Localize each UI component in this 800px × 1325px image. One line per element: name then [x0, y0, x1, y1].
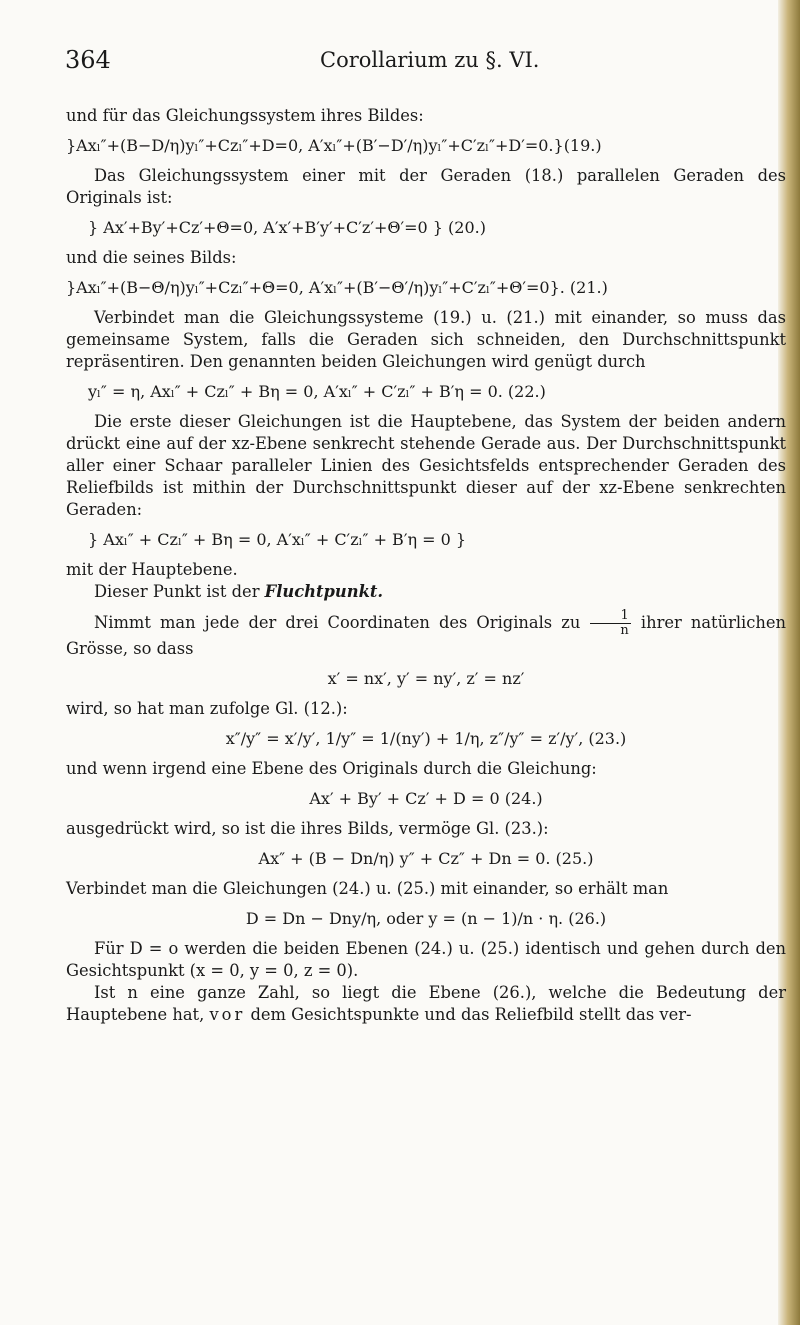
paragraph-14-text-a: Ist n eine ganze Zahl, so liegt die Ebene (26.), welche die Bedeutung der Hauptebene hat,: [66, 983, 786, 1024]
equation-vanishing-lines: } Axₗ″ + Czₗ″ + Bη = 0, A′xₗ″ + C′zₗ″ + B′η = 0 }: [88, 530, 467, 549]
fraction-numerator: 1: [590, 609, 630, 624]
spaced-word-vor: vor: [209, 1005, 246, 1024]
running-title: Corollarium zu §. VI.: [320, 48, 540, 72]
page-body: [66, 105, 786, 1026]
fraction-denominator: n: [620, 623, 629, 638]
paragraph-13: Für D = o werden die beiden Ebenen (24.) u. (25.) identisch und gehen durch den Gesichtspunkt (x = 0, y = 0, z = 0).: [66, 939, 786, 980]
term-fluchtpunkt: Fluchtpunkt.: [264, 582, 384, 601]
paragraph-14: [66, 982, 786, 1026]
paragraph-7: [66, 581, 786, 603]
paragraph-8: [66, 609, 786, 660]
paragraph-8-text-b: ihrer natürlichen Grösse, so dass: [66, 613, 786, 658]
equation-22: yₗ″ = η, Axₗ″ + Czₗ″ + Bη = 0, A′xₗ″ + C′zₗ″ + B′η = 0. (22.): [88, 382, 546, 401]
page-header: [65, 46, 785, 76]
paragraph-4: Verbindet man die Gleichungssysteme (19.) u. (21.) mit einander, so muss das gemeinsame System, falls die Geraden sich schneiden, den Durchschnittspunkt repräsentiren. Den genannten beiden Gleichungen wird genügt durch: [66, 308, 786, 371]
paragraph-8-text-a: Nimmt man jede der drei Coordinaten des Originals zu: [94, 613, 581, 632]
paragraph-5: Die erste dieser Gleichungen ist die Hauptebene, das System der beiden andern drückt eine auf der xz-Ebene senkrecht stehende Gerade aus. Der Durchschnittspunkt aller einer Schaar paralleler Linien des Gesichtsfelds entsprechender Geraden des Reliefbilds ist mithin der Durchschnittspunkt dieser auf der xz-Ebene senkrechten Geraden:: [66, 412, 786, 519]
paragraph-6: mit der Hauptebene.: [66, 560, 238, 579]
paragraph-3: und die seines Bilds:: [66, 248, 237, 267]
paragraph-7-text: Dieser Punkt ist der: [94, 582, 260, 601]
paragraph-1: und für das Gleichungssystem ihres Bildes:: [66, 106, 424, 125]
paragraph-11: ausgedrückt wird, so ist die ihres Bilds, vermöge Gl. (23.):: [66, 819, 549, 838]
paragraph-10: und wenn irgend eine Ebene des Originals durch die Gleichung:: [66, 759, 597, 778]
equation-19: }Axₗ″+(B−D/η)yₗ″+Czₗ″+D=0, A′xₗ″+(B′−D′/η)yₗ″+C′zₗ″+D′=0.}(19.): [66, 136, 602, 155]
equation-24: Ax′ + By′ + Cz′ + D = 0 (24.): [309, 789, 543, 808]
equation-21: }Axₗ″+(B−Θ/η)yₗ″+Czₗ″+Θ=0, A′xₗ″+(B′−Θ′/η)yₗ″+C′zₗ″+Θ′=0}. (21.): [66, 278, 608, 297]
equation-scale: x′ = nx′, y′ = ny′, z′ = nz′: [327, 669, 525, 688]
paragraph-9: wird, so hat man zufolge Gl. (12.):: [66, 699, 348, 718]
equation-26: D = Dn − Dny/η, oder y = (n − 1)/n · η. (26.): [245, 909, 607, 928]
equation-25: Ax″ + (B − Dn/η) y″ + Cz″ + Dn = 0. (25.): [258, 849, 594, 868]
page-number: 364: [65, 46, 111, 74]
fraction-one-over-n: [590, 609, 630, 638]
equation-20: } Ax′+By′+Cz′+Θ=0, A′x′+B′y′+C′z′+Θ′=0 } (20.): [88, 218, 486, 237]
paragraph-14-text-b: dem Gesichtspunkte und das Reliefbild stellt das ver-: [250, 1005, 692, 1024]
paragraph-12: Verbindet man die Gleichungen (24.) u. (25.) mit einander, so erhält man: [66, 879, 669, 898]
equation-23: x″/y″ = x′/y′, 1/y″ = 1/(ny′) + 1/η, z″/y″ = z′/y′, (23.): [225, 729, 627, 748]
paragraph-2: Das Gleichungssystem einer mit der Geraden (18.) parallelen Geraden des Originals ist:: [66, 166, 786, 207]
